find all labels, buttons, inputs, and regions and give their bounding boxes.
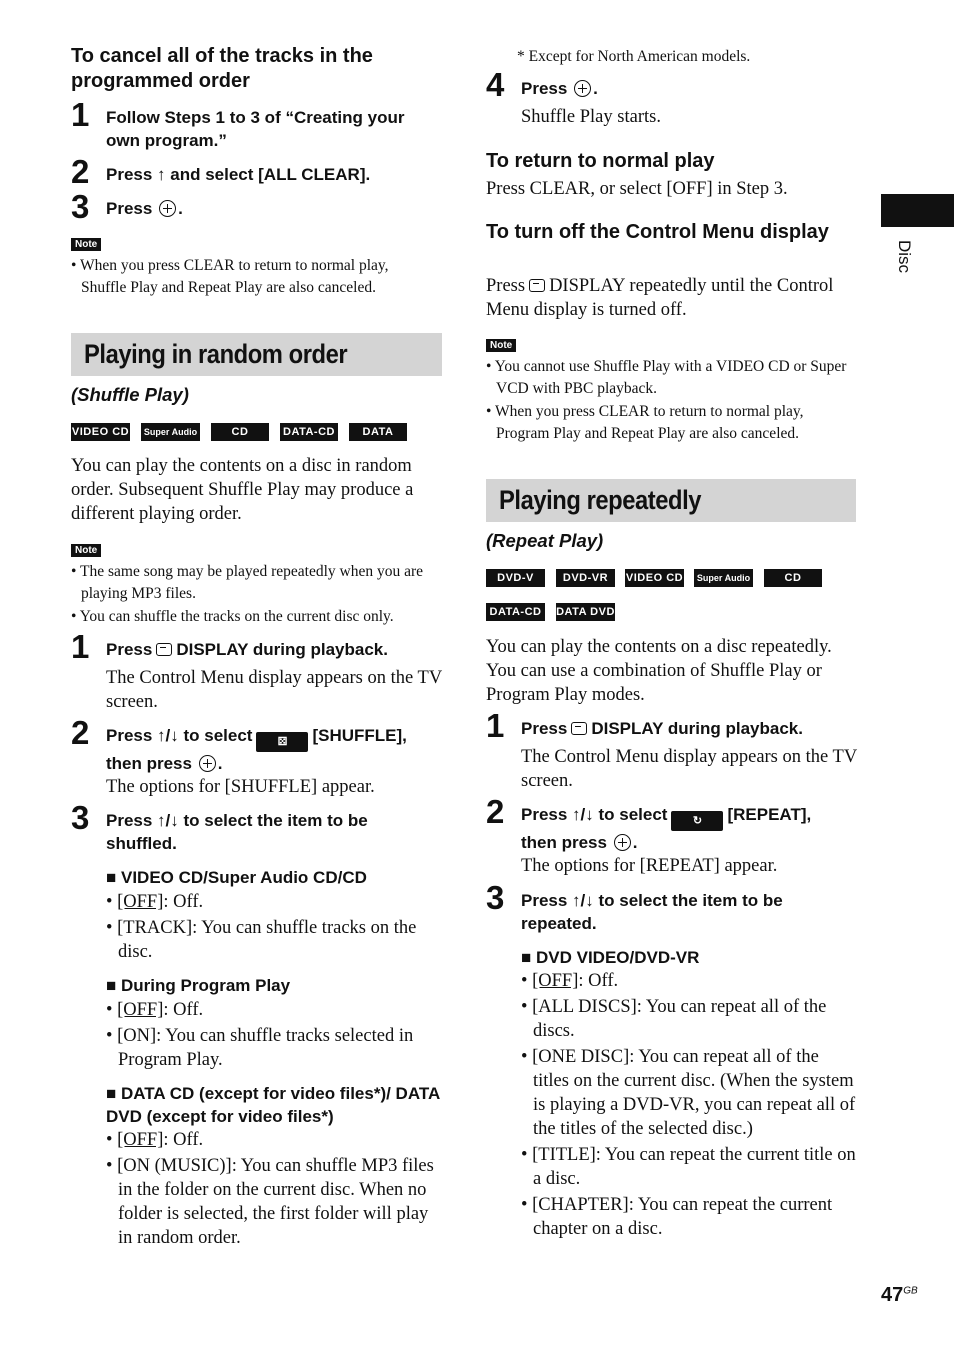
disc-badge-video-cd: VIDEO CD: [625, 569, 684, 587]
list-item: • [ONE DISC]: You can repeat all of the titles on the current disc. (When the system is playing a DVD-VR, you can repeat all of the titles of the selected disc.): [521, 1047, 856, 1139]
disc-badge-data-dvd: DATA DVD: [556, 603, 615, 621]
disc-badge-super-audio-cd: Super Audio CD: [141, 423, 200, 441]
option-group-heading: ■ DVD VIDEO/DVD-VR: [521, 948, 700, 967]
display-icon: [156, 643, 172, 656]
return-heading: To return to normal play: [486, 150, 715, 172]
step-number: 1: [486, 707, 505, 744]
step-body: The Control Menu display appears on the TV screen.: [521, 747, 857, 791]
step-text: Press ↑/↓ to select the item to be shuffled.: [106, 811, 368, 853]
disc-badge-cd: CD: [764, 569, 822, 587]
list-item: • [OFF]: Off.: [521, 971, 619, 991]
step-text: Press ↑/↓ to select the item to be repeated.: [521, 891, 783, 933]
step-text: Press ↑/↓ to select ⚄ [SHUFFLE], then press .: [106, 726, 407, 773]
note-label: Note: [71, 544, 101, 557]
repeat-icon: ↻: [671, 811, 723, 831]
option-group-heading: ■ During Program Play: [106, 976, 291, 995]
enter-icon: [159, 200, 176, 217]
enter-icon: [614, 834, 631, 851]
disc-badge-data-cd: DATA-CD: [486, 603, 545, 621]
option-list: [106, 998, 442, 1074]
cancel-heading: To cancel all of the tracks in the programmed order: [71, 45, 373, 92]
step-text: Press ↑ and select [ALL CLEAR].: [106, 165, 371, 184]
step-number: 4: [486, 66, 505, 103]
intro-paragraph: You can play the contents on a disc in random order. Subsequent Shuffle Play may produce a different playing order.: [71, 456, 414, 524]
option-list: [106, 890, 442, 966]
step-number: 1: [71, 96, 90, 133]
step-text: Press DISPLAY during playback.: [106, 640, 388, 659]
shuffle-icon: ⚄: [256, 732, 308, 752]
enter-icon: [199, 755, 216, 772]
option-list: [521, 969, 857, 1243]
section-tab: [881, 194, 954, 227]
list-item: • [ALL DISCS]: You can repeat all of the discs.: [521, 997, 827, 1041]
step-text: Press .: [521, 79, 598, 98]
step-body: The options for [REPEAT] appear.: [521, 856, 778, 876]
page-number: $47^{GB}$: [881, 1284, 918, 1306]
option-group-heading: ■ VIDEO CD/Super Audio CD/CD: [106, 868, 367, 887]
step-body: The options for [SHUFFLE] appear.: [106, 777, 375, 797]
section-banner: Playing repeatedly: [486, 479, 856, 522]
disc-badge-data-cd: DATA-CD: [280, 423, 338, 441]
step-text: Press .: [106, 199, 183, 218]
disc-badge-dvd-vr: DVD-VR: [556, 569, 615, 587]
step-text: Follow Steps 1 to 3 of “Creating your own program.”: [106, 108, 405, 150]
disc-badge-super-audio-cd: Super Audio CD: [694, 569, 753, 587]
step-number: 2: [486, 793, 505, 830]
step-body: The Control Menu display appears on the TV screen.: [106, 668, 442, 712]
list-item: • [OFF]: Off.: [106, 892, 204, 912]
list-item: • [TRACK]: You can shuffle tracks on the disc.: [106, 918, 417, 962]
note-label: Note: [71, 238, 101, 251]
list-item: • [OFF]: Off.: [106, 1130, 204, 1150]
return-body: Press CLEAR, or select [OFF] in Step 3.: [486, 179, 788, 199]
list-item: • [ON]: You can shuffle tracks selected in Program Play.: [106, 1026, 414, 1070]
step-number: 1: [71, 628, 90, 665]
option-group-heading: ■ DATA CD (except for video files*)/ DATA DVD (except for video files*): [106, 1084, 440, 1126]
footnote: * Except for North American models.: [517, 48, 751, 65]
note-text: • When you press CLEAR to return to normal play, Shuffle Play and Repeat Play are also canceled.: [71, 257, 389, 296]
step-number: 2: [71, 714, 90, 751]
step-body: Shuffle Play starts.: [521, 107, 661, 127]
display-icon: [571, 722, 587, 735]
disc-badge-data-dvd: DATA DVD: [349, 423, 407, 441]
list-item: • [OFF]: Off.: [106, 1000, 204, 1020]
section-subtitle: (Repeat Play): [486, 530, 604, 551]
step-text: Press ↑/↓ to select ↻ [REPEAT], then press .: [521, 805, 812, 852]
enter-icon: [574, 80, 591, 97]
note-text: • The same song may be played repeatedly when you are playing MP3 files. • You can shuffle the tracks on the current disc only.: [71, 563, 424, 625]
step-number: 3: [486, 879, 505, 916]
list-item: • [CHAPTER]: You can repeat the current chapter on a disc.: [521, 1195, 833, 1239]
step-number: 3: [71, 799, 90, 836]
list-item: • [TITLE]: You can repeat the current title on a disc.: [521, 1145, 856, 1189]
disc-badge-video-cd: VIDEO CD: [71, 423, 130, 441]
step-number: 2: [71, 153, 90, 190]
disc-badge-cd: CD: [211, 423, 269, 441]
note-label: Note: [486, 339, 516, 352]
step-text: Press DISPLAY during playback.: [521, 719, 803, 738]
step-number: 3: [71, 188, 90, 225]
note-text: • You cannot use Shuffle Play with a VIDEO CD or Super VCD with PBC playback. • When you press CLEAR to return to normal play, Program Play and Repeat Play are also canceled.: [486, 358, 847, 442]
turnoff-body: Press DISPLAY repeatedly until the Control Menu display is turned off.: [486, 276, 834, 320]
turnoff-heading: To turn off the Control Menu display: [486, 221, 829, 243]
list-item: • [ON (MUSIC)]: You can shuffle MP3 files in the folder on the current disc. When no folder is selected, the first folder will play in random order.: [106, 1156, 434, 1248]
intro-paragraph: You can play the contents on a disc repeatedly. You can use a combination of Shuffle Play or Program Play modes.: [486, 637, 832, 705]
option-list: [106, 1128, 442, 1252]
display-icon: [529, 279, 545, 292]
section-banner: Playing in random order: [71, 333, 442, 376]
section-subtitle: (Shuffle Play): [71, 384, 189, 405]
disc-badge-dvd-v: DVD-V: [486, 569, 545, 587]
section-tab-label: Disc: [895, 240, 914, 274]
